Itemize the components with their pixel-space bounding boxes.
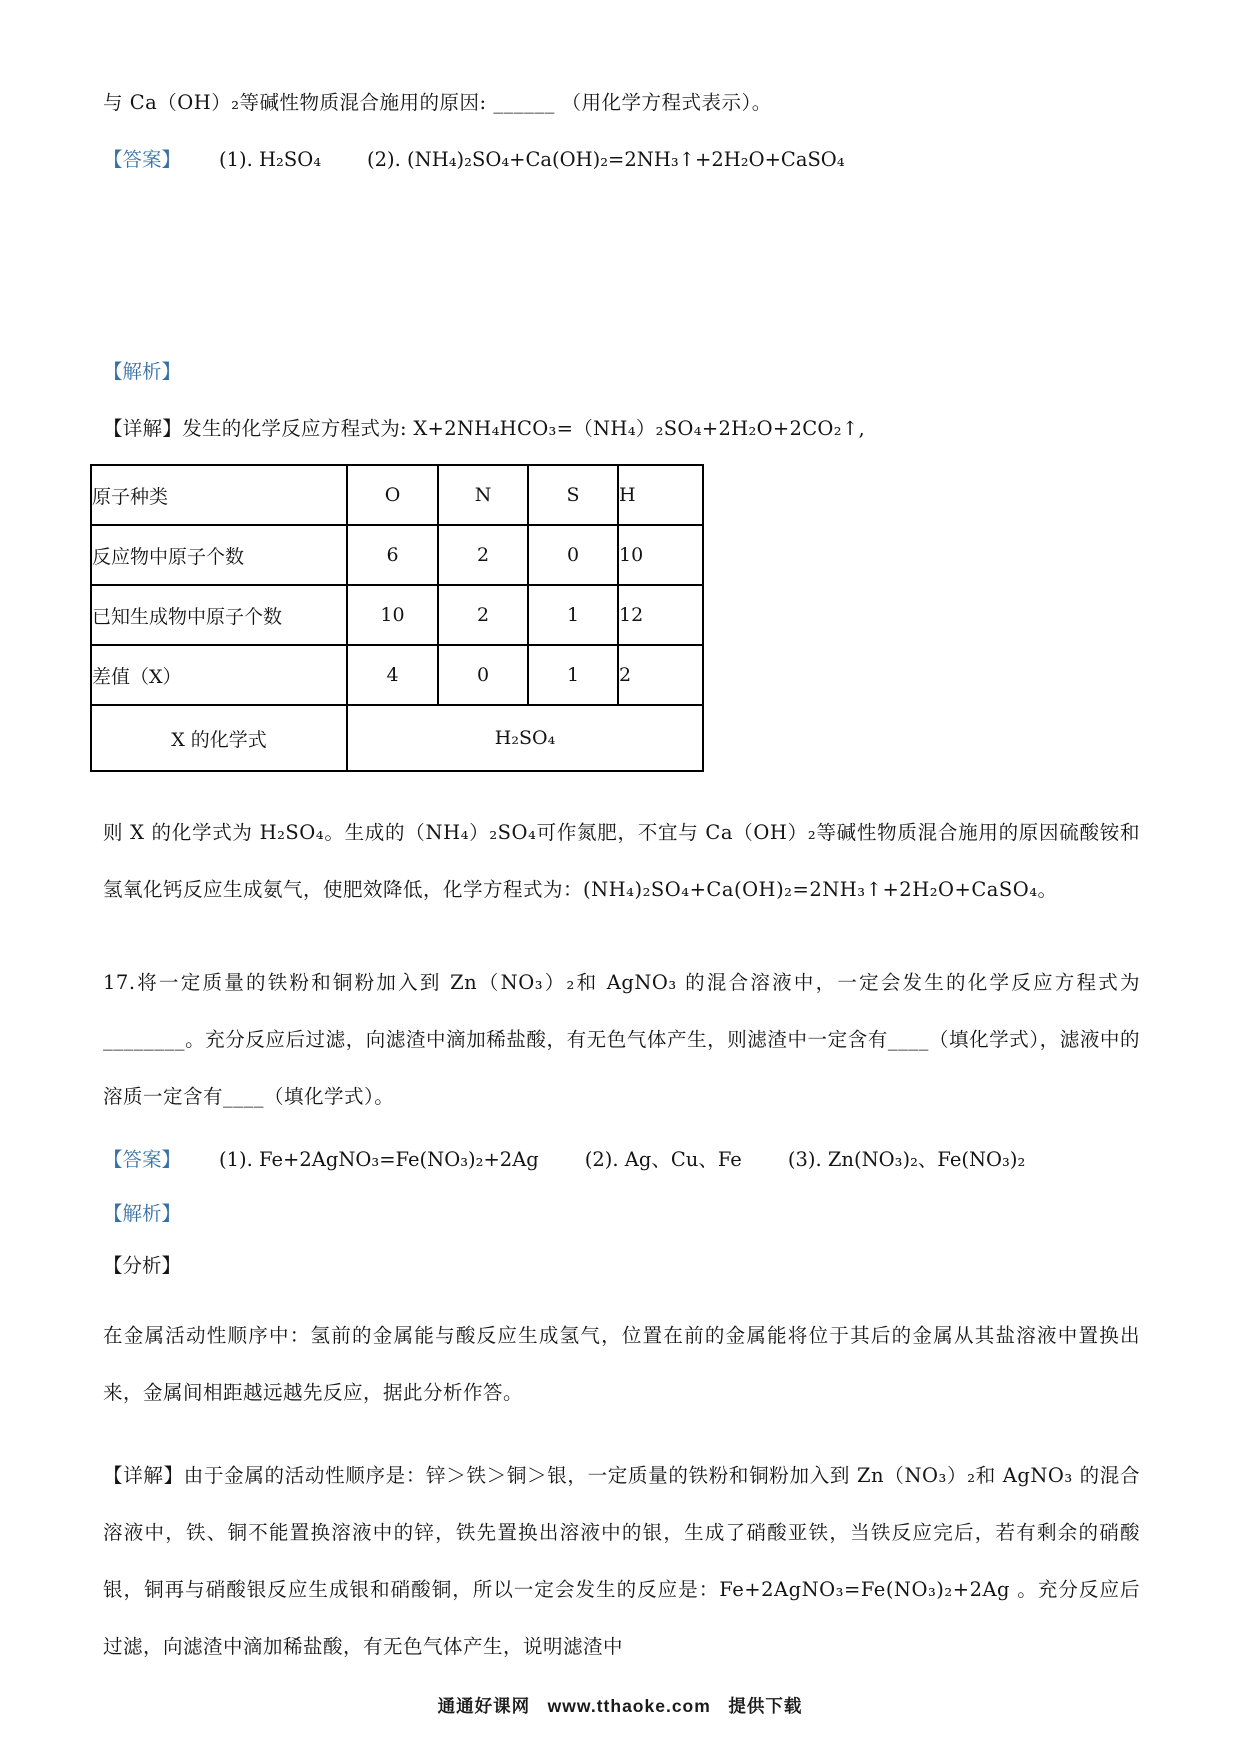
question17-stem: 17.将一定质量的铁粉和铜粉加入到 Zn（NO₃）₂和 AgNO₃ 的混合溶液中，一定会发生的化学反应方程式为________。充分反应后过滤，向滤渣中滴加稀盐酸，有无色气体产生，则滤渣中一定含有____（填化学式），滤液中的溶质一定含有____（填化学式）。 [103,971,1140,1108]
answer-row-q16 [103,145,1140,175]
table-cell: 1 [528,645,618,705]
table-cell: 0 [438,645,528,705]
table-cell: 10 [618,525,703,585]
breakdown-paragraph-q17: 在金属活动性顺序中：氢前的金属能与酸反应生成氢气，位置在前的金属能将位于其后的金属从其盐溶液中置换出来，金属间相距越远越先反应，据此分析作答。 [103,1324,1140,1404]
breakdown-label: 【分析】 [103,1254,182,1277]
table-cell: 1 [528,585,618,645]
table-cell: 10 [347,585,438,645]
answer-part-1: (1). Fe+2AgNO₃=Fe(NO₃)₂+2Ag [219,1148,539,1171]
table-footer-value: H₂SO₄ [347,705,703,771]
answer-row-q17 [103,1145,1140,1175]
footer-site-name: 通通好课网 [437,1696,531,1716]
table-cell: 2 [618,645,703,705]
answer-part-1: (1). H₂SO₄ [219,148,322,171]
answer-label: 【答案】 [103,1148,182,1171]
table-row [91,705,703,771]
table-header-cell: S [528,465,618,525]
footer-suffix-text: 提供下载 [728,1696,803,1716]
table-header-cell: N [438,465,528,525]
table-footer-label: X 的化学式 [91,705,347,771]
answer-part-3: (3). Zn(NO₃)₂、Fe(NO₃)₂ [787,1148,1026,1171]
table-cell: 反应物中原子个数 [91,525,347,585]
explanation-paragraph-q16: 则 X 的化学式为 H₂SO₄。生成的（NH₄）₂SO₄可作氮肥，不宜与 Ca（OH）₂等碱性物质混合施用的原因硫酸铵和氢氧化钙反应生成氨气，使肥效降低，化学方程式为：(NH₄)₂SO₄+Ca(OH)₂=2NH₃↑+2H₂O+CaSO₄。 [103,821,1140,901]
analysis-label: 【解析】 [103,1202,182,1225]
table-row [91,585,703,645]
answer-part-2: (2). (NH₄)₂SO₄+Ca(OH)₂=2NH₃↑+2H₂O+CaSO₄ [367,148,845,171]
detail-equation-line: 【详解】发生的化学反应方程式为: X+2NH₄HCO₃=（NH₄）₂SO₄+2H₂O+2CO₂↑, [103,417,865,440]
table-cell: 6 [347,525,438,585]
question16-stem-tail: 与 Ca（OH）₂等碱性物质混合施用的原因: ______ （用化学方程式表示）。 [103,91,772,114]
table-cell: 差值（X） [91,645,347,705]
table-header-cell: H [618,465,703,525]
table-header-cell: 原子种类 [91,465,347,525]
answer-part-2: (2). Ag、Cu、Fe [584,1148,742,1171]
answer-label: 【答案】 [103,148,182,171]
footer-site-url-link[interactable]: www.tthaoke.com [547,1696,711,1716]
table-cell: 2 [438,585,528,645]
table-cell: 4 [347,645,438,705]
table-header-cell: O [347,465,438,525]
table-row [91,465,703,525]
analysis-label: 【解析】 [103,360,182,383]
table-cell: 0 [528,525,618,585]
table-cell: 12 [618,585,703,645]
table-cell: 已知生成物中原子个数 [91,585,347,645]
detail-paragraph-q17: 【详解】由于金属的活动性顺序是：锌＞铁＞铜＞银，一定质量的铁粉和铜粉加入到 Zn（NO₃）₂和 AgNO₃ 的混合溶液中，铁、铜不能置换溶液中的锌，铁先置换出溶液中的银，生成了硝酸亚铁，当铁反应完后，若有剩余的硝酸银，铜再与硝酸银反应生成银和硝酸铜，所以一定会发生的反应是：Fe+2AgNO₃=Fe(NO₃)₂+2Ag 。充分反应后过滤，向滤渣中滴加稀盐酸，有无色气体产生，说明滤渣中 [103,1464,1140,1658]
table-row [91,525,703,585]
page-footer [0,1693,1240,1718]
table-cell: 2 [438,525,528,585]
table-row [91,645,703,705]
atom-count-table [90,464,704,772]
